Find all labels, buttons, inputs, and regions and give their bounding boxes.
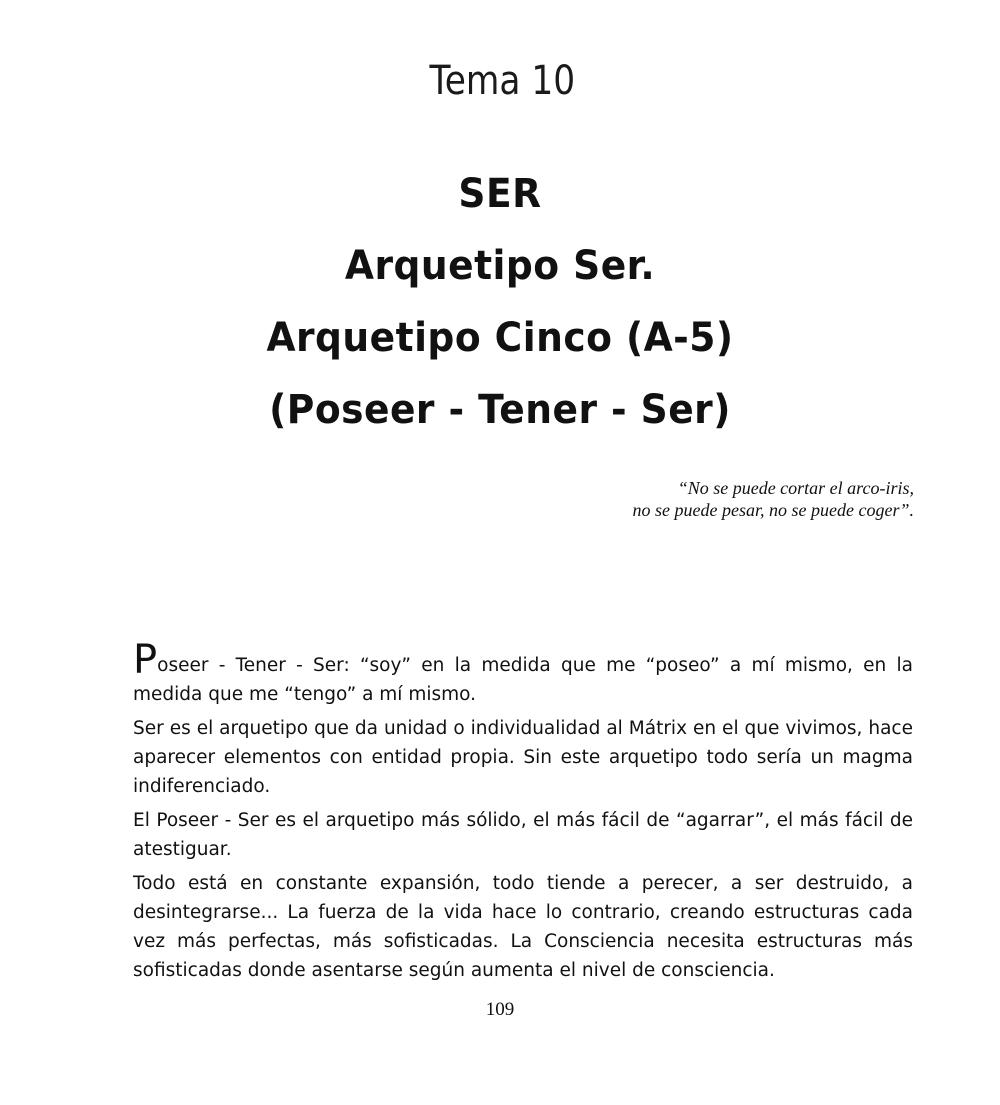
title-block (0, 166, 1000, 454)
paragraph-4: Todo está en constante expansión, todo tiende a perecer, a ser destruido, a desintegrarse... La fuerza de la vida hace lo contrario, creando estructuras cada vez más perfectas, más sofisticadas. La Consciencia necesita estructuras más sofisticadas donde asentarse según aumenta el nivel de consciencia. (133, 873, 913, 981)
title-line-4: (Poseer - Tener - Ser) (269, 387, 731, 433)
paragraph-1-text: oseer - Tener - Ser: “soy” en la medida que me “poseo” a mí mismo, en la medida que me “tengo” a mí mismo. (133, 655, 913, 705)
paragraph-2: Ser es el arquetipo que da unidad o individualidad al Mátrix en el que vivimos, hace aparecer elementos con entidad propia. Sin este arquetipo todo sería un magma indiferenciado. (133, 718, 913, 797)
title-line-3: Arquetipo Cinco (A-5) (266, 315, 734, 361)
epigraph-line-2: no se puede pesar, no se puede coger”. (632, 500, 914, 520)
paragraph-1 (133, 637, 913, 709)
title-line-1: SER (458, 171, 542, 217)
chapter-heading: Tema 10 (429, 58, 576, 104)
drop-cap: P (133, 637, 158, 683)
epigraph-line-1: “No se puede cortar el arco-iris, (677, 478, 914, 498)
title-line-2: Arquetipo Ser. (344, 243, 656, 289)
epigraph-quote (494, 477, 914, 521)
paragraph-3: El Poseer - Ser es el arquetipo más sólido, el más fácil de “agarrar”, el más fácil de atestiguar. (133, 810, 913, 860)
body-text (133, 637, 913, 990)
page-number: 109 (485, 999, 515, 1020)
